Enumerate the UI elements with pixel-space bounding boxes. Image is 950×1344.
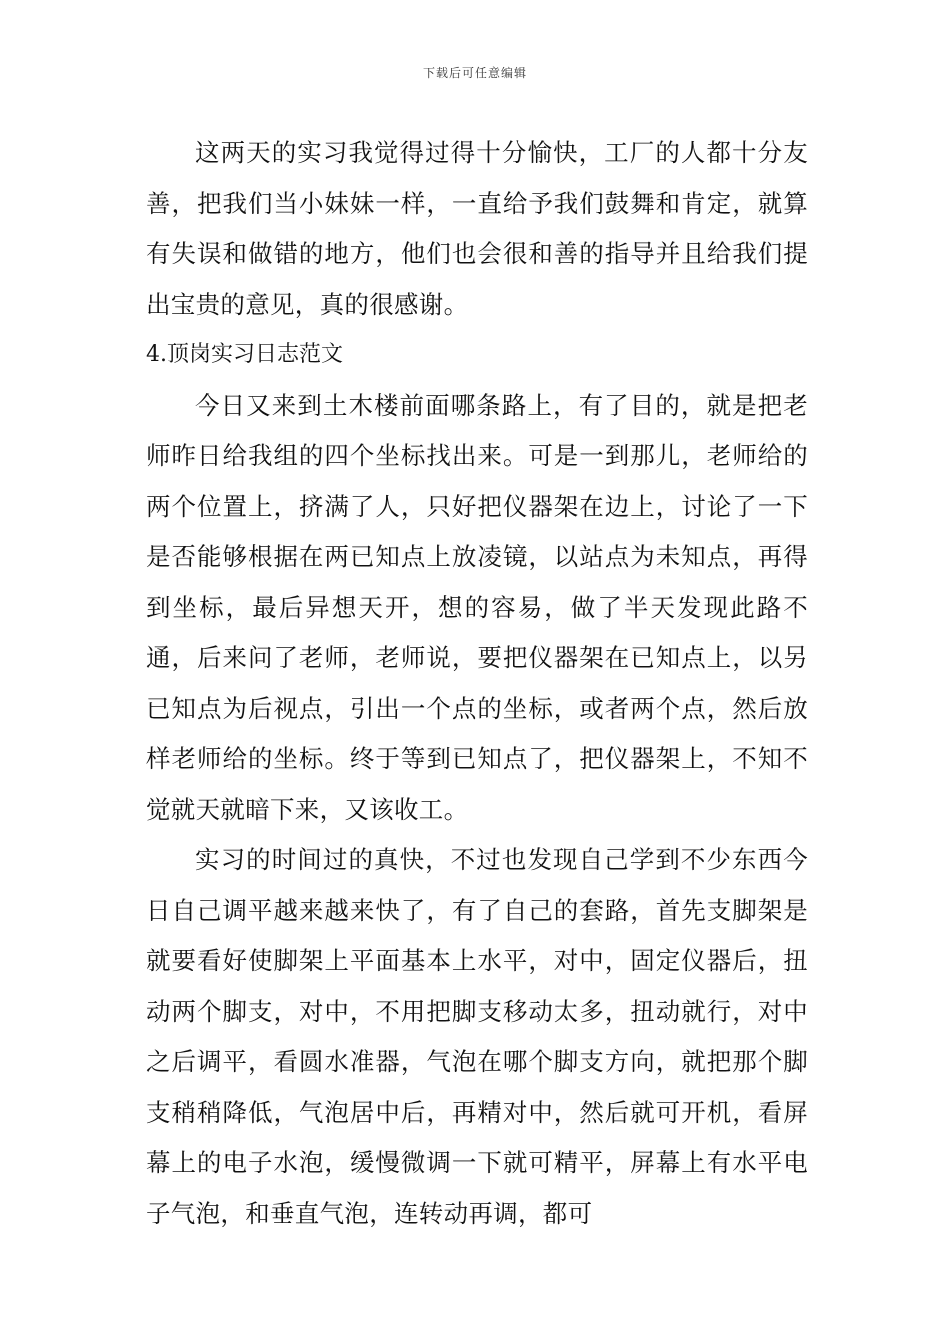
paragraph-2: 今日又来到土木楼前面哪条路上，有了目的，就是把老师昨日给我组的四个坐标找出来。可是一到那儿，老师给的两个位置上，挤满了人，只好把仪器架在边上，讨论了一下是否能够根据在两已知点上放凌镜，以站点为未知点，再得到坐标，最后异想天开，想的容易，做了半天发现此路不通，后来问了老师，老师说，要把仪器架在已知点上，以另已知点为后视点，引出一个点的坐标，或者两个点，然后放样老师给的坐标。终于等到已知点了，把仪器架上，不知不觉就天就暗下来，又该收工。	[146, 390, 808, 824]
paragraph-1: 这两天的实习我觉得过得十分愉快，工厂的人都十分友善，把我们当小妹妹一样，一直给予我们鼓舞和肯定，就算有失误和做错的地方，他们也会很和善的指导并且给我们提出宝贵的意见，真的很感谢。	[146, 138, 808, 319]
paragraph-3: 实习的时间过的真快，不过也发现自己学到不少东西今日自己调平越来越来快了，有了自己的套路，首先支脚架是就要看好使脚架上平面基本上水平，对中，固定仪器后，扭动两个脚支，对中，不用把脚支移动太多，扭动就行，对中之后调平，看圆水准器，气泡在哪个脚支方向，就把那个脚支稍稍降低，气泡居中后，再精对中，然后就可开机，看屏幕上的电子水泡，缓慢微调一下就可精平，屏幕上有水平电子气泡，和垂直气泡，连转动再调，都可	[146, 845, 808, 1228]
section-heading: 4.顶岗实习日志范文	[146, 342, 343, 367]
document-body	[146, 128, 808, 1239]
page-header-note: 下载后可任意编辑	[422, 66, 527, 80]
